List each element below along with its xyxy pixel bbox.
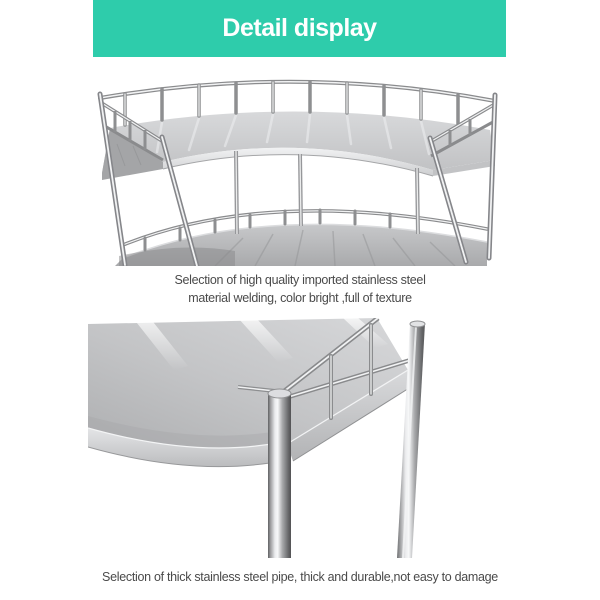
- caption-line: Selection of thick stainless steel pipe, thick and durable,not easy to damage: [102, 570, 498, 584]
- corner-pipe-post: [268, 389, 291, 558]
- section-title: Detail display: [222, 14, 377, 42]
- caption-line: Selection of high quality imported stainless steel: [174, 273, 426, 287]
- caption-line: material welding, color bright ,full of texture: [188, 291, 412, 305]
- product-photo-pipe-corner-detail: [88, 318, 428, 558]
- caption-shelf-material: [0, 271, 600, 307]
- leg-pipe: [397, 321, 425, 558]
- caption-pipe-quality: [0, 569, 600, 586]
- section-header-banner: [93, 0, 506, 57]
- shelf-tier-illustration: [85, 66, 515, 266]
- pipe-corner-illustration: [88, 318, 428, 558]
- product-photo-shelf-tier-detail: [85, 66, 515, 266]
